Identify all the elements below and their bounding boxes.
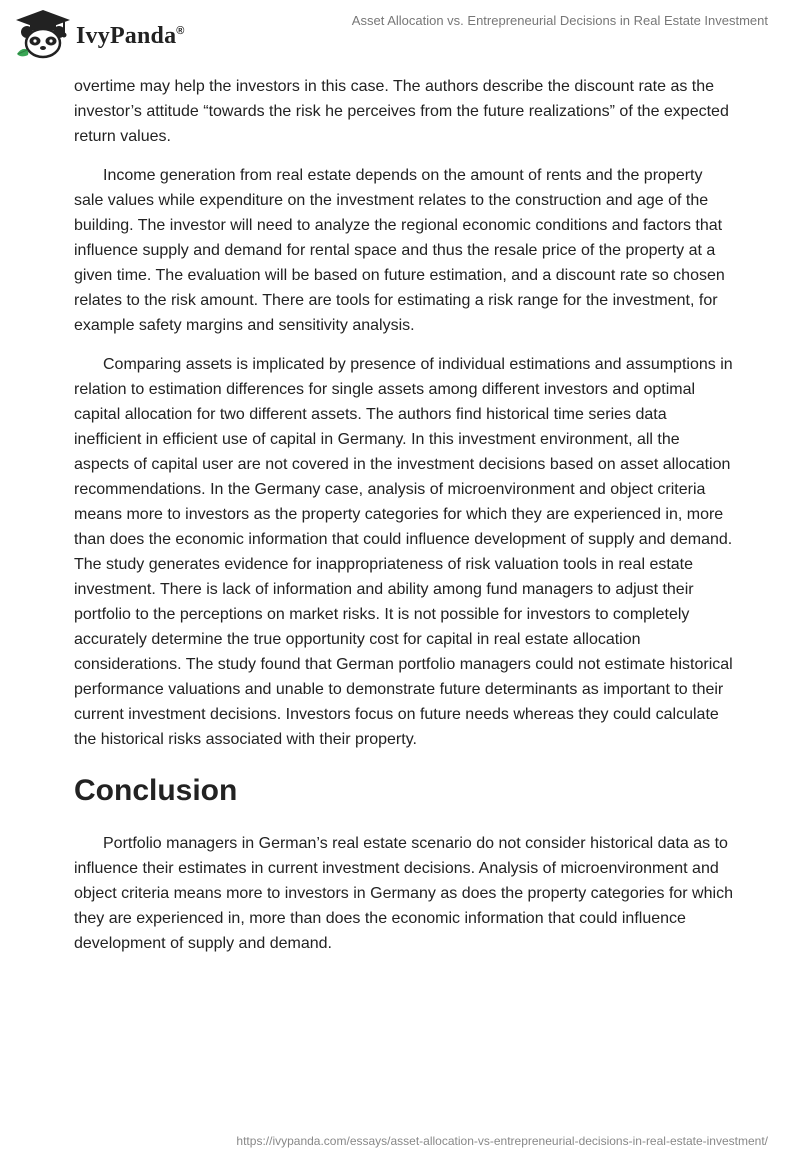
paragraph: Comparing assets is implicated by presence of individual estimations and assumptions in relation to estimation differences for single assets among different investors and optimal capital allocation for two different assets. The authors find historical time series data inefficient in efficient use of capital in Germany. In this investment environment, all the aspects of capital user are not covered in the investment decisions based on asset allocation recommendations. In the Germany case, analysis of microenvironment and object criteria means more to investors as the property categories for which they are experienced in, more than does the economic information that could influence development of supply and demand. The study generates evidence for inappropriateness of risk valuation tools in real estate investment. There is lack of information and ability among fund managers to adjust their portfolio to the perceptions on market risks. It is not possible for investors to completely accurately determine the true opportunity cost for capital in real estate allocation considerations. The study found that German portfolio managers could not estimate historical performance valuations and unable to demonstrate future determinants as important to their current investment decisions. Investors focus on future needs whereas they could calculate the historical risks associated with their property. <box>74 356 733 748</box>
paragraph: Income generation from real estate depends on the amount of rents and the property sale values while expenditure on the investment relates to the construction and age of the building. The investor will need to analyze the regional economic conditions and factors that influence supply and demand for rental space and thus the resale price of the property at a given time. The evaluation will be based on future estimation, and a discount rate so chosen relates to the risk amount. There are tools for estimating a risk range for the investment, for example safety margins and sensitivity analysis. <box>74 167 725 334</box>
panda-graduate-icon <box>14 8 72 60</box>
source-url[interactable]: https://ivypanda.com/essays/asset-allocation-vs-entrepreneurial-decisions-in-real-estate-investment/ <box>236 1134 768 1148</box>
conclusion-heading: Conclusion <box>74 774 238 807</box>
brand-name: IvyPanda® <box>76 22 185 49</box>
ivypanda-logo[interactable] <box>14 8 185 60</box>
paragraph: overtime may help the investors in this case. The authors describe the discount rate as the investor’s attitude “towards the risk he perceives from the future realizations” of the expected return values. <box>74 78 729 145</box>
conclusion-paragraph: Portfolio managers in German’s real estate scenario do not consider historical data as to influence their estimates in current investment decisions. Analysis of microenvironment and object criteria means more to investors in Germany as does the property categories for which they are experienced in, more than does the economic information that could influence development of supply and demand. <box>74 835 733 952</box>
page-header <box>0 0 800 68</box>
document-title: Asset Allocation vs. Entrepreneurial Decisions in Real Estate Investment <box>351 13 768 28</box>
essay-body <box>74 74 734 970</box>
